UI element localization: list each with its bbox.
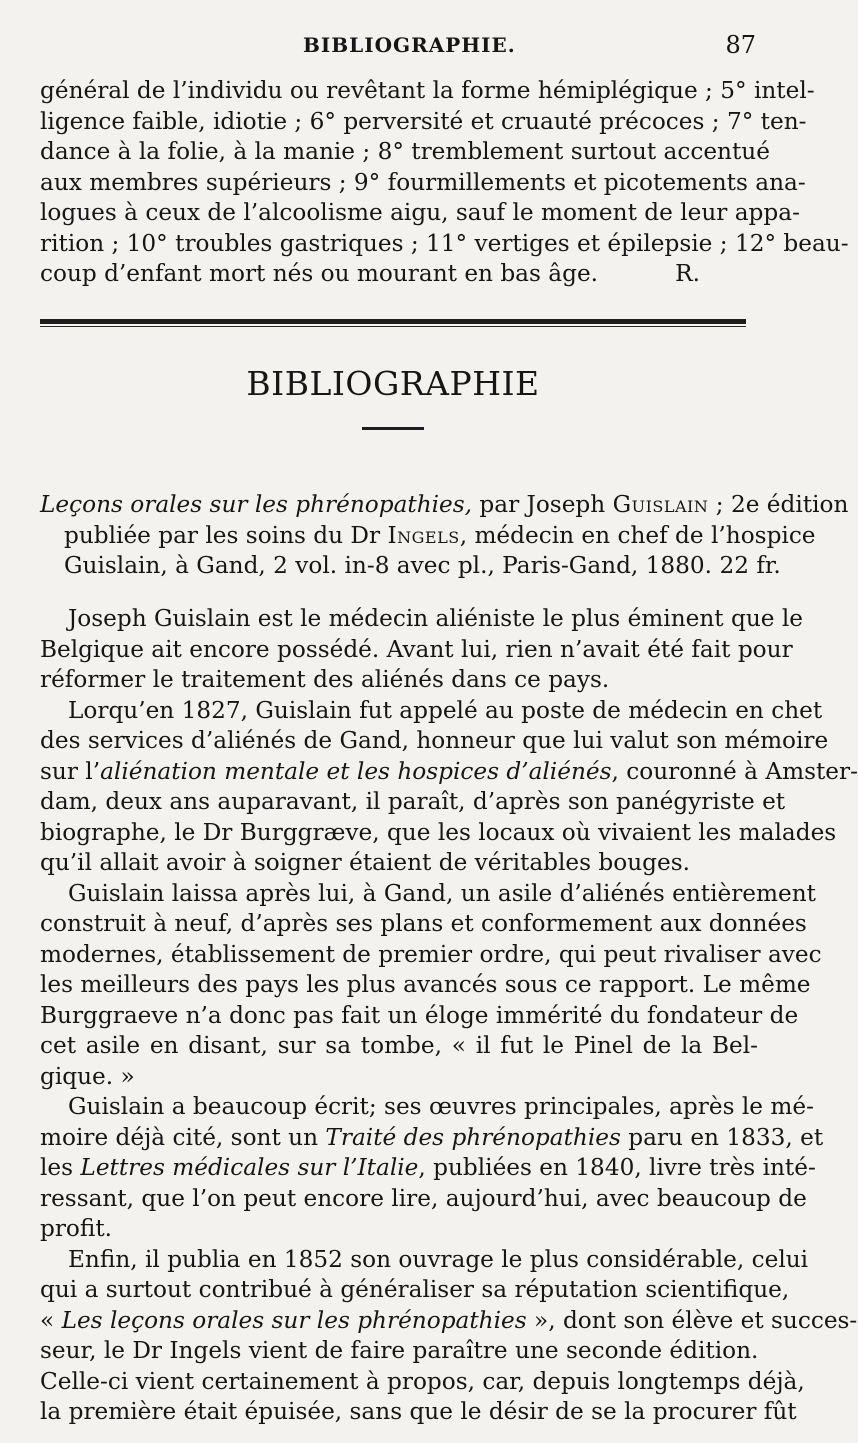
text-line: Belgique ait encore possédé. Avant lui, rien n’avait été fait pour: [40, 635, 793, 663]
text-line: seur, le Dr Ingels vient de faire paraître une seconde édition.: [40, 1337, 759, 1364]
cited-work-title: Lettres médicales sur l’Italie: [80, 1154, 419, 1181]
biblio-line-3: [40, 551, 781, 582]
text-line: Joseph Guislain est le médecin aliéniste le plus éminent que le: [68, 605, 803, 632]
author-name: Guislain: [612, 491, 709, 518]
section-title: BIBLIOGRAPHIE: [246, 364, 540, 403]
text-run: , publiées en 1840, livre très inté-: [418, 1154, 816, 1181]
biblio-by: par Joseph: [472, 491, 613, 518]
cited-work-title: Les leçons orales sur les phrénopathies: [61, 1306, 527, 1334]
text-line: logues à ceux de l’alcoolisme aigu, sauf le moment de leur appa-: [40, 199, 800, 226]
text-line: Guislain laissa après lui, à Gand, un asile d’aliénés entièrement: [68, 879, 816, 907]
price: 22 fr.: [719, 552, 781, 579]
cited-work-title: aliénation mentale et les hospices d’aliénés: [100, 757, 612, 785]
paragraph-1: [40, 604, 803, 696]
page-number: 87: [725, 31, 756, 59]
text-line: [40, 1306, 858, 1337]
text-line: Guislain a beaucoup écrit; ses œuvres principales, après le mé-: [68, 1093, 814, 1120]
text-run: », dont son élève et succes-: [526, 1306, 858, 1334]
text-line: qu’il allait avoir à soigner étaient de véritables bouges.: [40, 849, 690, 876]
text-line: Celle-ci vient certainement à propos, car, depuis longtemps déjà,: [40, 1367, 805, 1395]
text-line: [40, 757, 858, 788]
text-line: construit à neuf, d’après ses plans et conformement aux données: [40, 910, 807, 937]
edition: ; 2e édition: [708, 491, 849, 518]
text-line: modernes, établissement de premier ordre, qui peut rivaliser avec: [40, 940, 822, 968]
biblio-editor-prefix: publiée par les soins du Dr: [64, 521, 388, 549]
paragraph-5: [40, 1245, 858, 1428]
text-line: rition ; 10° troubles gastriques ; 11° vertiges et épilepsie ; 12° beau-: [40, 229, 849, 257]
text-line: Burggraeve n’a donc pas fait un éloge immérité du fondateur de: [40, 1001, 799, 1029]
running-head-title: BIBLIOGRAPHIE.: [303, 33, 516, 57]
text-run: paru en 1833, et: [620, 1123, 824, 1151]
text-line: aux membres supérieurs ; 9° fourmillements et picotements ana-: [40, 168, 806, 196]
text-line: [40, 1153, 816, 1184]
text-line: réformer le traitement des aliénés dans ce pays.: [40, 666, 610, 693]
text-line: les meilleurs des pays les plus avancés sous ce rapport. Le même: [40, 971, 811, 998]
text-run: sur l’: [40, 757, 101, 785]
paragraph-2: [40, 696, 858, 879]
biblio-editor-role: , médecin en chef de l’hospice: [459, 521, 816, 549]
text-line: profit.: [40, 1215, 113, 1242]
section-divider-thick: [40, 319, 746, 324]
text-run: les: [40, 1154, 81, 1181]
biblio-line-2: [40, 521, 816, 552]
text-line: la première était épuisée, sans que le désir de se la procurer fût: [40, 1398, 797, 1425]
text-line: cet asile en disant, sur sa tombe, « il fut le Pinel de la Bel-: [40, 1032, 758, 1059]
paragraph-3: [40, 879, 822, 1093]
text-line: dam, deux ans auparavant, il paraît, d’après son panégyriste et: [40, 788, 786, 815]
biblio-line-1: [40, 490, 849, 521]
carryover-paragraph: [40, 76, 849, 290]
carryover-last-text: coup d’enfant mort nés ou mourant en bas âge.: [40, 260, 599, 287]
text-line: qui a surtout contribué à généraliser sa réputation scientifique,: [40, 1276, 790, 1303]
cited-work-title: Traité des phrénopathies: [325, 1123, 621, 1151]
text-line: gique. »: [40, 1062, 135, 1090]
title-underline: [362, 427, 424, 430]
text-line: Lorqu’en 1827, Guislain fut appelé au poste de médecin en chet: [68, 696, 823, 724]
section-divider-thin: [40, 326, 746, 327]
bibliographic-entry: [40, 490, 849, 582]
text-line: général de l’individu ou revêtant la forme hémiplégique ; 5° intel-: [40, 77, 815, 104]
text-run: moire déjà cité, sont un: [40, 1123, 326, 1151]
book-title: Leçons orales sur les phrénopathies,: [40, 491, 473, 518]
text-line: [40, 1123, 824, 1154]
book-page: [40, 0, 858, 1443]
text-run: «: [40, 1306, 62, 1334]
review-body: [40, 604, 858, 1428]
publication-details: Guislain, à Gand, 2 vol. in-8 avec pl., Paris-Gand, 1880.: [64, 552, 713, 579]
text-line: des services d’aliénés de Gand, honneur que lui valut son mémoire: [40, 727, 829, 754]
running-head: [40, 33, 762, 61]
text-line: dance à la folie, à la manie ; 8° tremblement surtout accentué: [40, 138, 770, 165]
paragraph-4: [40, 1092, 824, 1245]
text-line: ligence faible, idiotie ; 6° perversité et cruauté précoces ; 7° ten-: [40, 107, 807, 135]
editor-name: Ingels: [387, 521, 460, 549]
text-line: biographe, le Dr Burggræve, que les locaux où vivaient les malades: [40, 818, 837, 846]
text-line: ressant, que l’on peut encore lire, aujourd’hui, avec beaucoup de: [40, 1184, 807, 1212]
text-line: [40, 259, 752, 290]
text-run: , couronné à Amster-: [611, 757, 858, 785]
author-signature: R.: [675, 260, 700, 287]
text-line: Enfin, il publia en 1852 son ouvrage le plus considérable, celui: [68, 1245, 809, 1273]
